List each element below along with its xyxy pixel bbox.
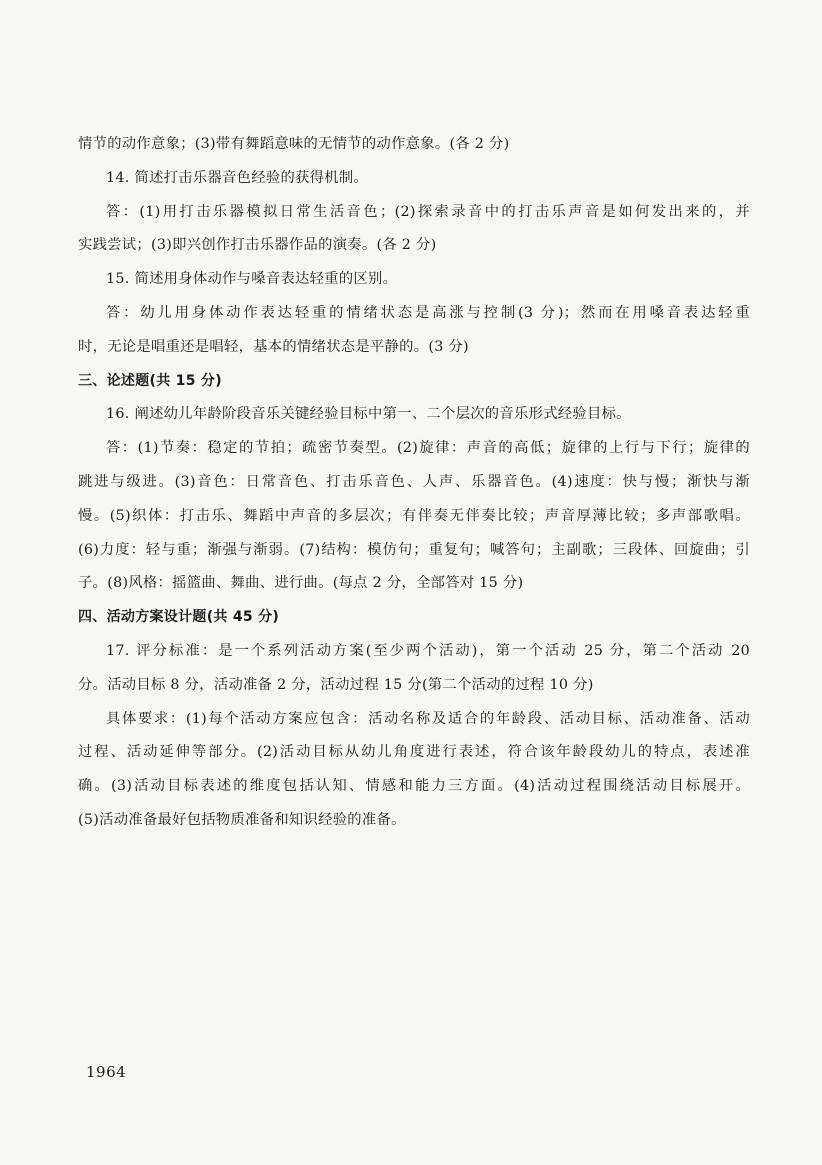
answer-16-line: 子。(8)风格：摇篮曲、舞曲、进行曲。(每点 2 分，全部答对 15 分) (78, 575, 524, 592)
requirements-line: 过程、活动延伸等部分。(2)活动目标从幼儿角度进行表述，符合该年龄段幼儿的特点，表述准 (78, 744, 750, 761)
answer-15-line: 时，无论是唱重还是唱轻，基本的情绪状态是平静的。(3 分) (78, 338, 469, 355)
answer-text-block (78, 128, 750, 838)
requirements-line: 确。(3)活动目标表述的维度包括认知、情感和能力三方面。(4)活动过程围绕活动目标展开。 (78, 778, 750, 795)
question-15: 15. 简述用身体动作与嗓音表达轻重的区别。 (106, 271, 398, 288)
answer-16-line: 答：(1)节奏：稳定的节拍；疏密节奏型。(2)旋律：声音的高低；旋律的上行与下行；旋律的 (106, 440, 750, 457)
requirements-line: (5)活动准备最好包括物质准备和知识经验的准备。 (78, 811, 406, 828)
answer-16-line: 跳进与级进。(3)音色：日常音色、打击乐音色、人声、乐器音色。(4)速度：快与慢；渐快与渐 (78, 473, 750, 490)
question-17-line: 分。活动目标 8 分，活动准备 2 分，活动过程 15 分(第二个活动的过程 10 分) (78, 676, 594, 693)
text-line: 情节的动作意象；(3)带有舞蹈意味的无情节的动作意象。(各 2 分) (78, 136, 510, 152)
section-heading-essay: 三、论述题(共 15 分) (78, 372, 222, 389)
question-14: 14. 简述打击乐器音色经验的获得机制。 (106, 169, 369, 186)
answer-16-line: 慢。(5)织体：打击乐、舞蹈中声音的多层次；有伴奏无伴奏比较；声音厚薄比较；多声部歌唱。 (78, 507, 750, 524)
page-number: 1964 (86, 1063, 127, 1081)
question-16: 16. 阐述幼儿年龄阶段音乐关键经验目标中第一、二个层次的音乐形式经验目标。 (106, 406, 631, 423)
question-17-line: 17. 评分标准：是一个系列活动方案(至少两个活动)，第一个活动 25 分，第二个活动 20 (106, 642, 750, 659)
requirements-line: 具体要求：(1)每个活动方案应包含：活动名称及适合的年龄段、活动目标、活动准备、活动 (106, 710, 750, 727)
section-heading-design: 四、活动方案设计题(共 45 分) (78, 609, 280, 626)
answer-16-line: (6)力度：轻与重；渐强与渐弱。(7)结构：模仿句；重复句；喊答句；主副歌；三段体、回旋曲；引 (78, 541, 750, 558)
answer-14-line: 答：(1)用打击乐器模拟日常生活音色；(2)探索录音中的打击乐声音是如何发出来的，并 (106, 203, 750, 220)
answer-15-line: 答：幼儿用身体动作表达轻重的情绪状态是高涨与控制(3 分)；然而在用嗓音表达轻重 (106, 304, 750, 321)
answer-14-line: 实践尝试；(3)即兴创作打击乐器作品的演奏。(各 2 分) (78, 237, 437, 254)
